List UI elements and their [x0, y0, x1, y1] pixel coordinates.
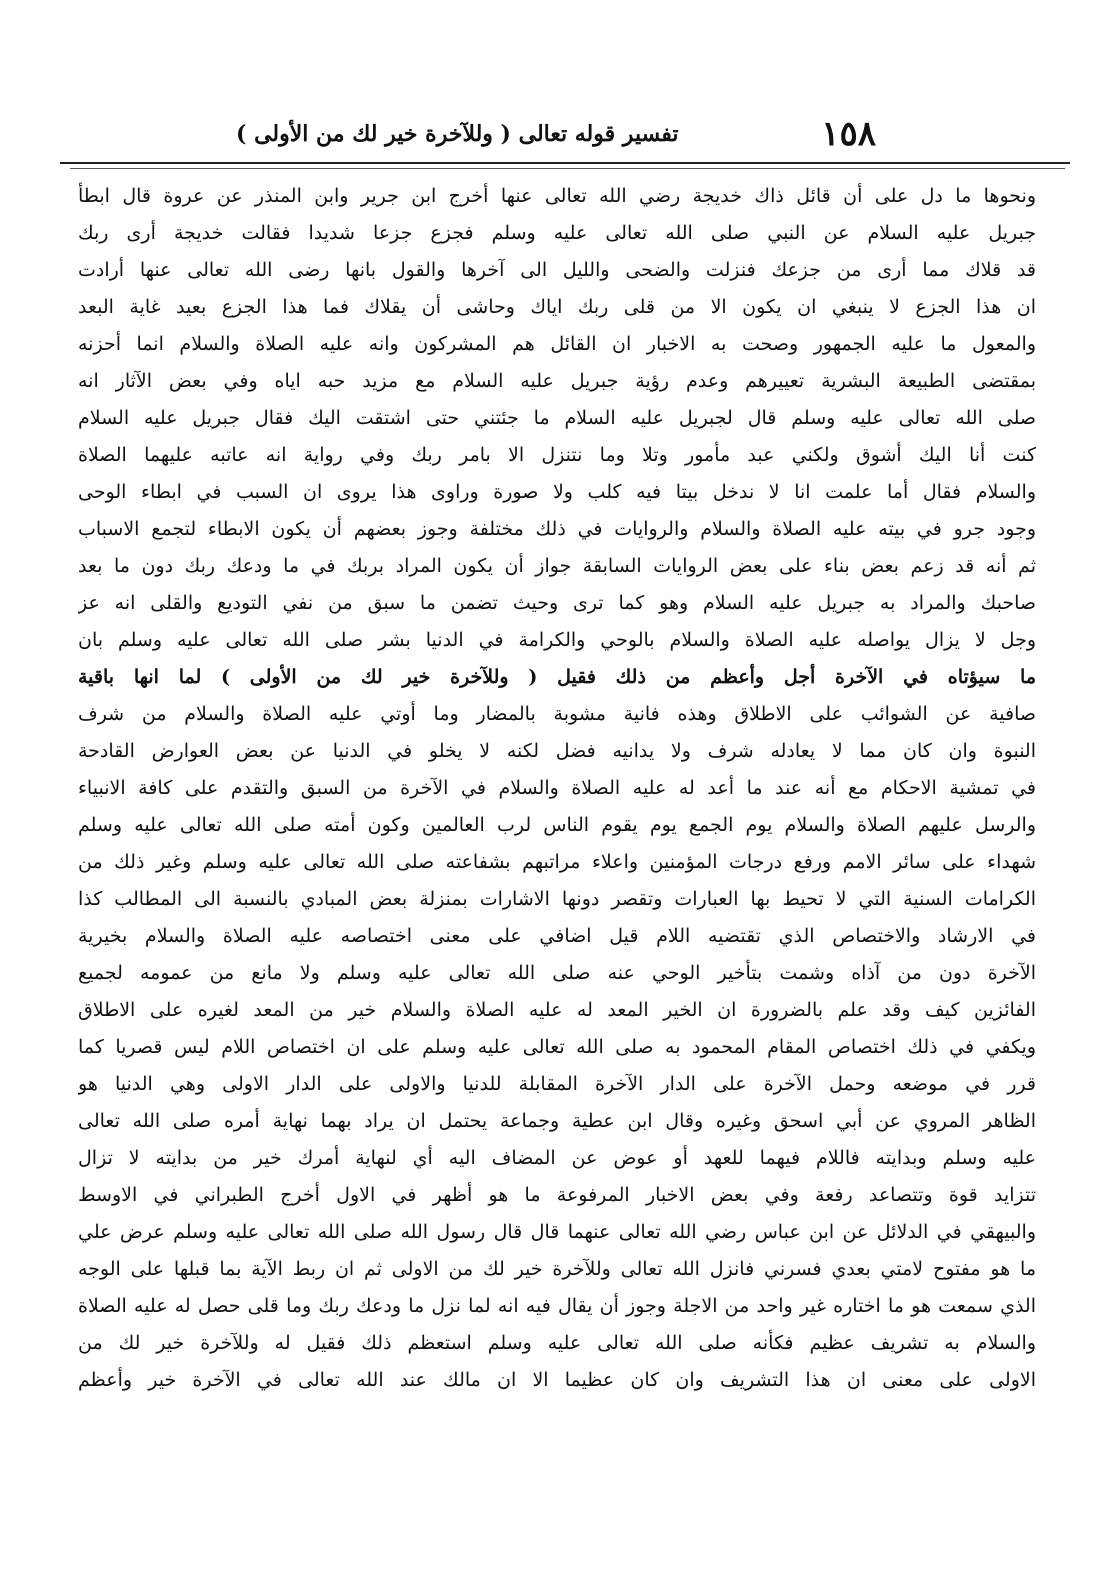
header-rule: [60, 162, 1070, 164]
text-line: ما هو مفتوح لامتي بعدي فسرني فانزل الله تعالى وللآخرة خير لك من الاولى ثم ان ربط الآية بما قبلها على الوجه: [78, 1258, 1036, 1280]
text-line: وجود جرو في بيته عليه الصلاة والسلام والروايات في ذلك مختلفة وجوز بعضهم أن يكون الابطاء لتجمع الاسباب: [78, 518, 1036, 540]
text-line: في تمشية الاحكام مع أنه عند ما أعد له عليه الصلاة والسلام في الآخرة من السبق والتقدم على كافة الانبياء: [78, 777, 1036, 799]
text-line: والمعول ما عليه الجمهور وصحت به الاخبار ان القائل هم المشركون وانه عليه الصلاة والسلام انما أحزنه: [78, 333, 1036, 355]
running-title: تفسير قوله تعالى ( وللآخرة خير لك من الأولى ): [236, 121, 679, 147]
page-number: ١٥٨: [821, 114, 876, 154]
text-line: ونحوها ما دل على أن قائل ذاك خديجة رضي الله تعالى عنها أخرج ابن جرير وابن المنذر عن عروة قال ابطأ: [78, 185, 1036, 207]
text-line: الكرامات السنية التي لا تحيط بها العبارات وتقصر دونها الاشارات بمنزلة بعض المبادي بالنسبة الى المطالب كذا: [78, 888, 1036, 910]
text-line: الفائزين كيف وقد علم بالضرورة ان الخير المعد له عليه الصلاة والسلام خير من المعد لغيره على الاطلاق: [78, 999, 1036, 1021]
text-line: قرر في موضعه وحمل الآخرة على الدار الآخرة المقابلة للدنيا والاولى على الدار الاولى وهي الدنيا هو: [78, 1073, 1036, 1095]
header-rule-thin: [70, 168, 1065, 169]
text-line: ان هذا الجزع لا ينبغي ان يكون الا من قلى ربك اياك وحاشى أن يقلاك فما هذا الجزع بعيد غاية البعد: [78, 296, 1036, 318]
text-line: شهداء على سائر الامم ورفع درجات المؤمنين واعلاء مراتبهم بشفاعته صلى الله تعالى عليه وسلم وغير ذلك من: [78, 851, 1036, 873]
text-line: تتزايد قوة وتتصاعد رفعة وفي بعض الاخبار المرفوعة ما هو أظهر في الاول أخرج الطبراني في الاوسط: [78, 1184, 1036, 1206]
text-line: صاحبك والمراد به جبريل عليه السلام وهو كما ترى وحيث تضمن ما سبق من نفي التوديع والقلى انه عز: [78, 592, 1036, 614]
text-line: الظاهر المروي عن أبي اسحق وغيره وقال ابن عطية وجماعة يحتمل ان يراد بهما نهاية أمره صلى الله تعالى: [78, 1110, 1036, 1132]
text-line: عليه وسلم وبدايته فاللام فيهما للعهد أو عوض عن المضاف اليه أي لنهاية أمرك خير من بدايته لا تزال: [78, 1147, 1036, 1169]
text-line: ثم أنه قد زعم بعض بناء على بعض الروايات السابقة جواز أن يكون المراد بربك في ما ودعك ربك دون ما بعد: [78, 555, 1036, 577]
text-line: وجل لا يزال يواصله عليه الصلاة والسلام بالوحي والكرامة في الدنيا بشر صلى الله تعالى عليه وسلم بان: [78, 629, 1036, 651]
text-line: والبيهقي في الدلائل عن ابن عباس رضي الله تعالى عنهما قال قال رسول الله صلى الله تعالى عليه وسلم عرض علي: [78, 1221, 1036, 1243]
text-line: النبوة وان كان مما لا يعادله شرف ولا يدانيه فضل لكنه لا يخلو في الدنيا عن بعض العوارض القادحة: [78, 740, 1036, 762]
text-line: الذي سمعت هو ما اختاره غير واحد من الاجلة وجوز أن يقال فيه انه لما نزل ما ودعك ربك وما قلى حصل له عليه الصلاة: [78, 1295, 1036, 1317]
text-line-verse: ما سيؤتاه في الآخرة أجل وأعظم من ذلك فقيل ( وللآخرة خير لك من الأولى ) لما انها باقية: [78, 666, 1036, 688]
body-text: [78, 178, 1036, 1399]
text-line: جبريل عليه السلام عن النبي صلى الله تعالى عليه وسلم فجزع جزعا شديدا فقالت خديجة أرى ربك: [78, 222, 1036, 244]
text-line: في الارشاد والاختصاص الذي تقتضيه اللام قيل اضافي على معنى اختصاصه عليه الصلاة والسلام بخيرية: [78, 925, 1036, 947]
text-line: بمقتضى الطبيعة البشرية تعييرهم وعدم رؤية جبريل عليه السلام مع مزيد حبه اياه وفي بعض الآثار انه: [78, 370, 1036, 392]
text-line: قد قلاك مما أرى من جزعك فنزلت والضحى والليل الى آخرها والقول بانها رضى الله تعالى عنها أرادت: [78, 259, 1036, 281]
page-header: [236, 112, 876, 156]
text-line: والسلام به تشريف عظيم فكأنه صلى الله تعالى عليه وسلم استعظم ذلك فقيل له وللآخرة خير لك من: [78, 1332, 1036, 1354]
text-line: صلى الله تعالى عليه وسلم قال لجبريل عليه السلام ما جئتني حتى اشتقت اليك فقال جبريل عليه السلام: [78, 407, 1036, 429]
text-line: والسلام فقال أما علمت انا لا ندخل بيتا فيه كلب ولا صورة وراوى هذا يروى ان السبب في ابطاء الوحى: [78, 481, 1036, 503]
text-line: والرسل عليهم الصلاة والسلام يوم الجمع يوم يقوم الناس لرب العالمين وكون أمته صلى الله تعالى عليه وسلم: [78, 814, 1036, 836]
text-line: صافية عن الشوائب على الاطلاق وهذه فانية مشوبة بالمضار وما أوتي عليه الصلاة والسلام من شرف: [78, 703, 1036, 725]
text-line: الاولى على معنى ان هذا التشريف وان كان عظيما الا ان مالك عند الله تعالى في الآخرة خير وأعظم: [78, 1369, 1036, 1391]
text-line: كنت أنا اليك أشوق ولكني عبد مأمور وتلا وما نتنزل الا بامر ربك وفي رواية انه عاتبه عليهما الصلاة: [78, 444, 1036, 466]
text-line: ويكفي في ذلك اختصاص المقام المحمود به صلى الله تعالى عليه وسلم على ان اختصاص اللام ليس قصريا كما: [78, 1036, 1036, 1058]
text-line: الآخرة دون من آذاه وشمت بتأخير الوحي عنه صلى الله تعالى عليه وسلم ولا مانع من عمومه لجميع: [78, 962, 1036, 984]
